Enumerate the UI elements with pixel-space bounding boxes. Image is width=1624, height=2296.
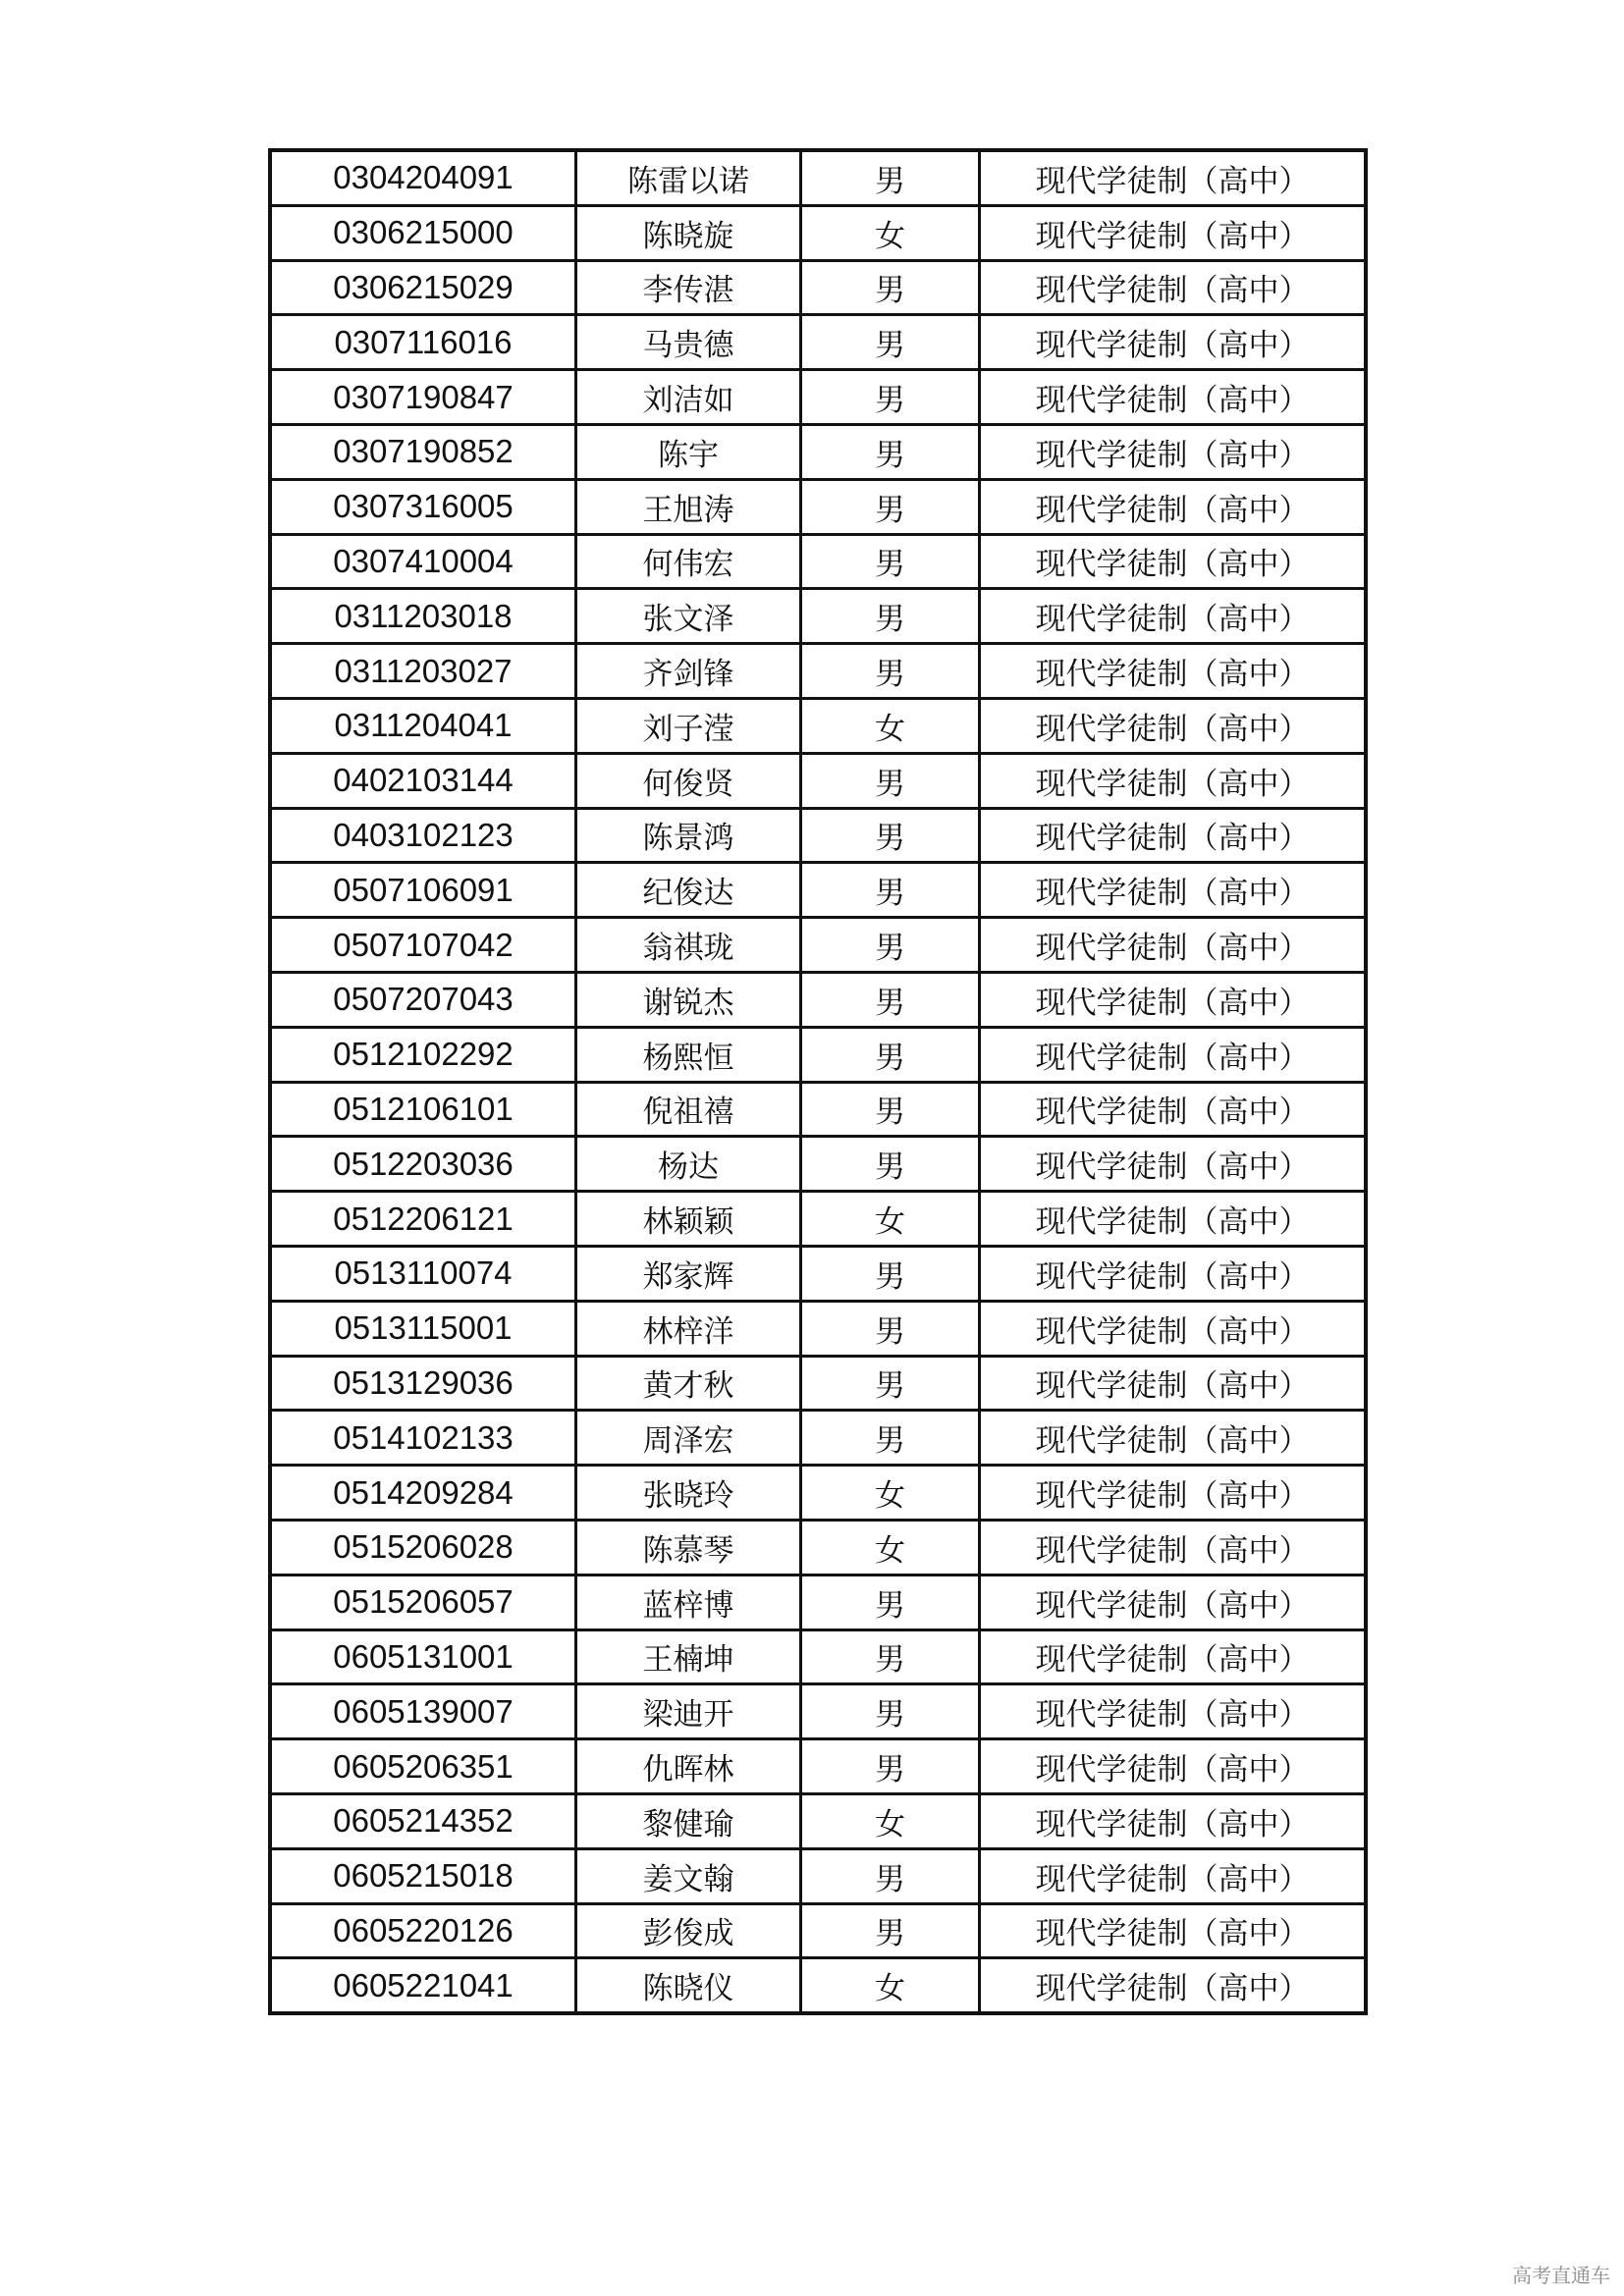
student-id-cell: 0311203018 bbox=[270, 589, 576, 644]
student-id-cell: 0512206121 bbox=[270, 1192, 576, 1247]
table-row bbox=[270, 808, 1366, 863]
program-type-cell: 现代学徒制（高中） bbox=[980, 1739, 1367, 1794]
student-id-cell: 0402103144 bbox=[270, 753, 576, 808]
table-row bbox=[270, 1466, 1366, 1521]
table-row bbox=[270, 1958, 1366, 2013]
student-name-cell: 林颖颖 bbox=[576, 1192, 801, 1247]
gender-cell: 男 bbox=[801, 808, 980, 863]
gender-cell: 男 bbox=[801, 1848, 980, 1903]
table-row bbox=[270, 1082, 1366, 1137]
table-row bbox=[270, 644, 1366, 699]
table-row bbox=[270, 1848, 1366, 1903]
student-name-cell: 黎健瑜 bbox=[576, 1793, 801, 1848]
table-row bbox=[270, 370, 1366, 425]
student-id-cell: 0307190847 bbox=[270, 370, 576, 425]
student-id-cell: 0507207043 bbox=[270, 972, 576, 1027]
student-id-cell: 0307410004 bbox=[270, 534, 576, 589]
program-type-cell: 现代学徒制（高中） bbox=[980, 1027, 1367, 1082]
student-id-cell: 0507107042 bbox=[270, 918, 576, 973]
student-name-cell: 齐剑锋 bbox=[576, 644, 801, 699]
student-name-cell: 陈雷以诺 bbox=[576, 150, 801, 205]
table-row bbox=[270, 260, 1366, 315]
gender-cell: 女 bbox=[801, 1958, 980, 2013]
table-row bbox=[270, 1793, 1366, 1848]
student-name-cell: 张晓玲 bbox=[576, 1466, 801, 1521]
gender-cell: 男 bbox=[801, 370, 980, 425]
gender-cell: 女 bbox=[801, 1192, 980, 1247]
student-name-cell: 陈晓旋 bbox=[576, 205, 801, 260]
table-row bbox=[270, 150, 1366, 205]
student-name-cell: 蓝梓博 bbox=[576, 1575, 801, 1629]
student-id-cell: 0514102133 bbox=[270, 1411, 576, 1466]
gender-cell: 男 bbox=[801, 1629, 980, 1684]
table-row bbox=[270, 1246, 1366, 1301]
student-name-cell: 刘洁如 bbox=[576, 370, 801, 425]
gender-cell: 男 bbox=[801, 1356, 980, 1411]
student-name-cell: 陈宇 bbox=[576, 424, 801, 479]
student-name-cell: 陈慕琴 bbox=[576, 1520, 801, 1575]
program-type-cell: 现代学徒制（高中） bbox=[980, 424, 1367, 479]
table-row bbox=[270, 972, 1366, 1027]
gender-cell: 男 bbox=[801, 1903, 980, 1958]
student-id-cell: 0605214352 bbox=[270, 1793, 576, 1848]
gender-cell: 男 bbox=[801, 150, 980, 205]
student-name-cell: 姜文翰 bbox=[576, 1848, 801, 1903]
program-type-cell: 现代学徒制（高中） bbox=[980, 1356, 1367, 1411]
student-id-cell: 0311204041 bbox=[270, 698, 576, 753]
gender-cell: 男 bbox=[801, 863, 980, 918]
gender-cell: 男 bbox=[801, 644, 980, 699]
gender-cell: 男 bbox=[801, 753, 980, 808]
student-name-cell: 王楠坤 bbox=[576, 1629, 801, 1684]
program-type-cell: 现代学徒制（高中） bbox=[980, 1684, 1367, 1739]
program-type-cell: 现代学徒制（高中） bbox=[980, 1903, 1367, 1958]
program-type-cell: 现代学徒制（高中） bbox=[980, 1137, 1367, 1192]
table-row bbox=[270, 753, 1366, 808]
gender-cell: 女 bbox=[801, 698, 980, 753]
table-row bbox=[270, 1356, 1366, 1411]
program-type-cell: 现代学徒制（高中） bbox=[980, 698, 1367, 753]
student-id-cell: 0403102123 bbox=[270, 808, 576, 863]
student-id-cell: 0515206057 bbox=[270, 1575, 576, 1629]
student-name-cell: 周泽宏 bbox=[576, 1411, 801, 1466]
student-id-cell: 0605131001 bbox=[270, 1629, 576, 1684]
gender-cell: 男 bbox=[801, 918, 980, 973]
student-name-cell: 李传湛 bbox=[576, 260, 801, 315]
student-id-cell: 0605221041 bbox=[270, 1958, 576, 2013]
table-row bbox=[270, 863, 1366, 918]
student-name-cell: 谢锐杰 bbox=[576, 972, 801, 1027]
gender-cell: 男 bbox=[801, 1246, 980, 1301]
gender-cell: 男 bbox=[801, 589, 980, 644]
student-name-cell: 彭俊成 bbox=[576, 1903, 801, 1958]
student-id-cell: 0306215029 bbox=[270, 260, 576, 315]
gender-cell: 男 bbox=[801, 972, 980, 1027]
program-type-cell: 现代学徒制（高中） bbox=[980, 1082, 1367, 1137]
table-row bbox=[270, 205, 1366, 260]
student-name-cell: 杨熙恒 bbox=[576, 1027, 801, 1082]
student-name-cell: 陈晓仪 bbox=[576, 1958, 801, 2013]
program-type-cell: 现代学徒制（高中） bbox=[980, 150, 1367, 205]
student-id-cell: 0311203027 bbox=[270, 644, 576, 699]
table-row bbox=[270, 534, 1366, 589]
table-row bbox=[270, 1192, 1366, 1247]
student-id-cell: 0605206351 bbox=[270, 1739, 576, 1794]
gender-cell: 女 bbox=[801, 1466, 980, 1521]
program-type-cell: 现代学徒制（高中） bbox=[980, 1629, 1367, 1684]
student-id-cell: 0605220126 bbox=[270, 1903, 576, 1958]
table-row bbox=[270, 424, 1366, 479]
student-list-table bbox=[268, 148, 1368, 2015]
table-row bbox=[270, 1739, 1366, 1794]
gender-cell: 男 bbox=[801, 1739, 980, 1794]
student-name-cell: 何伟宏 bbox=[576, 534, 801, 589]
gender-cell: 男 bbox=[801, 424, 980, 479]
student-name-cell: 黄才秋 bbox=[576, 1356, 801, 1411]
student-name-cell: 杨达 bbox=[576, 1137, 801, 1192]
program-type-cell: 现代学徒制（高中） bbox=[980, 1411, 1367, 1466]
gender-cell: 男 bbox=[801, 1301, 980, 1356]
table-row bbox=[270, 1137, 1366, 1192]
watermark: 高考直通车 bbox=[1512, 2264, 1610, 2287]
program-type-cell: 现代学徒制（高中） bbox=[980, 1520, 1367, 1575]
table-row bbox=[270, 698, 1366, 753]
program-type-cell: 现代学徒制（高中） bbox=[980, 1793, 1367, 1848]
table-row bbox=[270, 1411, 1366, 1466]
student-id-cell: 0306215000 bbox=[270, 205, 576, 260]
student-name-cell: 刘子滢 bbox=[576, 698, 801, 753]
program-type-cell: 现代学徒制（高中） bbox=[980, 1246, 1367, 1301]
table-row bbox=[270, 1903, 1366, 1958]
table-body bbox=[270, 150, 1366, 2013]
student-id-cell: 0513110074 bbox=[270, 1246, 576, 1301]
program-type-cell: 现代学徒制（高中） bbox=[980, 753, 1367, 808]
gender-cell: 男 bbox=[801, 1082, 980, 1137]
gender-cell: 男 bbox=[801, 1027, 980, 1082]
gender-cell: 男 bbox=[801, 1411, 980, 1466]
student-name-cell: 纪俊达 bbox=[576, 863, 801, 918]
gender-cell: 男 bbox=[801, 315, 980, 370]
student-id-cell: 0605215018 bbox=[270, 1848, 576, 1903]
program-type-cell: 现代学徒制（高中） bbox=[980, 972, 1367, 1027]
table-row bbox=[270, 1629, 1366, 1684]
student-id-cell: 0307116016 bbox=[270, 315, 576, 370]
gender-cell: 女 bbox=[801, 205, 980, 260]
student-name-cell: 王旭涛 bbox=[576, 479, 801, 534]
gender-cell: 男 bbox=[801, 1575, 980, 1629]
program-type-cell: 现代学徒制（高中） bbox=[980, 808, 1367, 863]
program-type-cell: 现代学徒制（高中） bbox=[980, 918, 1367, 973]
student-id-cell: 0514209284 bbox=[270, 1466, 576, 1521]
student-name-cell: 林梓洋 bbox=[576, 1301, 801, 1356]
student-id-cell: 0515206028 bbox=[270, 1520, 576, 1575]
program-type-cell: 现代学徒制（高中） bbox=[980, 260, 1367, 315]
gender-cell: 女 bbox=[801, 1520, 980, 1575]
gender-cell: 男 bbox=[801, 534, 980, 589]
program-type-cell: 现代学徒制（高中） bbox=[980, 315, 1367, 370]
student-id-cell: 0304204091 bbox=[270, 150, 576, 205]
student-id-cell: 0512203036 bbox=[270, 1137, 576, 1192]
program-type-cell: 现代学徒制（高中） bbox=[980, 1958, 1367, 2013]
table-row bbox=[270, 1301, 1366, 1356]
table-row bbox=[270, 1520, 1366, 1575]
program-type-cell: 现代学徒制（高中） bbox=[980, 1575, 1367, 1629]
program-type-cell: 现代学徒制（高中） bbox=[980, 370, 1367, 425]
student-name-cell: 梁迪开 bbox=[576, 1684, 801, 1739]
gender-cell: 男 bbox=[801, 1684, 980, 1739]
student-id-cell: 0307316005 bbox=[270, 479, 576, 534]
student-id-cell: 0512106101 bbox=[270, 1082, 576, 1137]
student-id-cell: 0512102292 bbox=[270, 1027, 576, 1082]
student-name-cell: 郑家辉 bbox=[576, 1246, 801, 1301]
program-type-cell: 现代学徒制（高中） bbox=[980, 589, 1367, 644]
gender-cell: 男 bbox=[801, 260, 980, 315]
table-row bbox=[270, 918, 1366, 973]
program-type-cell: 现代学徒制（高中） bbox=[980, 479, 1367, 534]
student-name-cell: 倪祖禧 bbox=[576, 1082, 801, 1137]
program-type-cell: 现代学徒制（高中） bbox=[980, 644, 1367, 699]
student-id-cell: 0605139007 bbox=[270, 1684, 576, 1739]
student-name-cell: 仇晖林 bbox=[576, 1739, 801, 1794]
student-id-cell: 0507106091 bbox=[270, 863, 576, 918]
program-type-cell: 现代学徒制（高中） bbox=[980, 1301, 1367, 1356]
table-row bbox=[270, 479, 1366, 534]
student-id-cell: 0307190852 bbox=[270, 424, 576, 479]
program-type-cell: 现代学徒制（高中） bbox=[980, 1466, 1367, 1521]
gender-cell: 男 bbox=[801, 1137, 980, 1192]
student-id-cell: 0513115001 bbox=[270, 1301, 576, 1356]
gender-cell: 男 bbox=[801, 479, 980, 534]
student-name-cell: 翁祺珑 bbox=[576, 918, 801, 973]
program-type-cell: 现代学徒制（高中） bbox=[980, 205, 1367, 260]
program-type-cell: 现代学徒制（高中） bbox=[980, 534, 1367, 589]
student-name-cell: 马贵德 bbox=[576, 315, 801, 370]
table-row bbox=[270, 1684, 1366, 1739]
program-type-cell: 现代学徒制（高中） bbox=[980, 1192, 1367, 1247]
table-row bbox=[270, 589, 1366, 644]
program-type-cell: 现代学徒制（高中） bbox=[980, 1848, 1367, 1903]
student-name-cell: 何俊贤 bbox=[576, 753, 801, 808]
table-row bbox=[270, 315, 1366, 370]
program-type-cell: 现代学徒制（高中） bbox=[980, 863, 1367, 918]
student-id-cell: 0513129036 bbox=[270, 1356, 576, 1411]
table-row bbox=[270, 1575, 1366, 1629]
student-name-cell: 陈景鸿 bbox=[576, 808, 801, 863]
gender-cell: 女 bbox=[801, 1793, 980, 1848]
table-row bbox=[270, 1027, 1366, 1082]
student-name-cell: 张文泽 bbox=[576, 589, 801, 644]
